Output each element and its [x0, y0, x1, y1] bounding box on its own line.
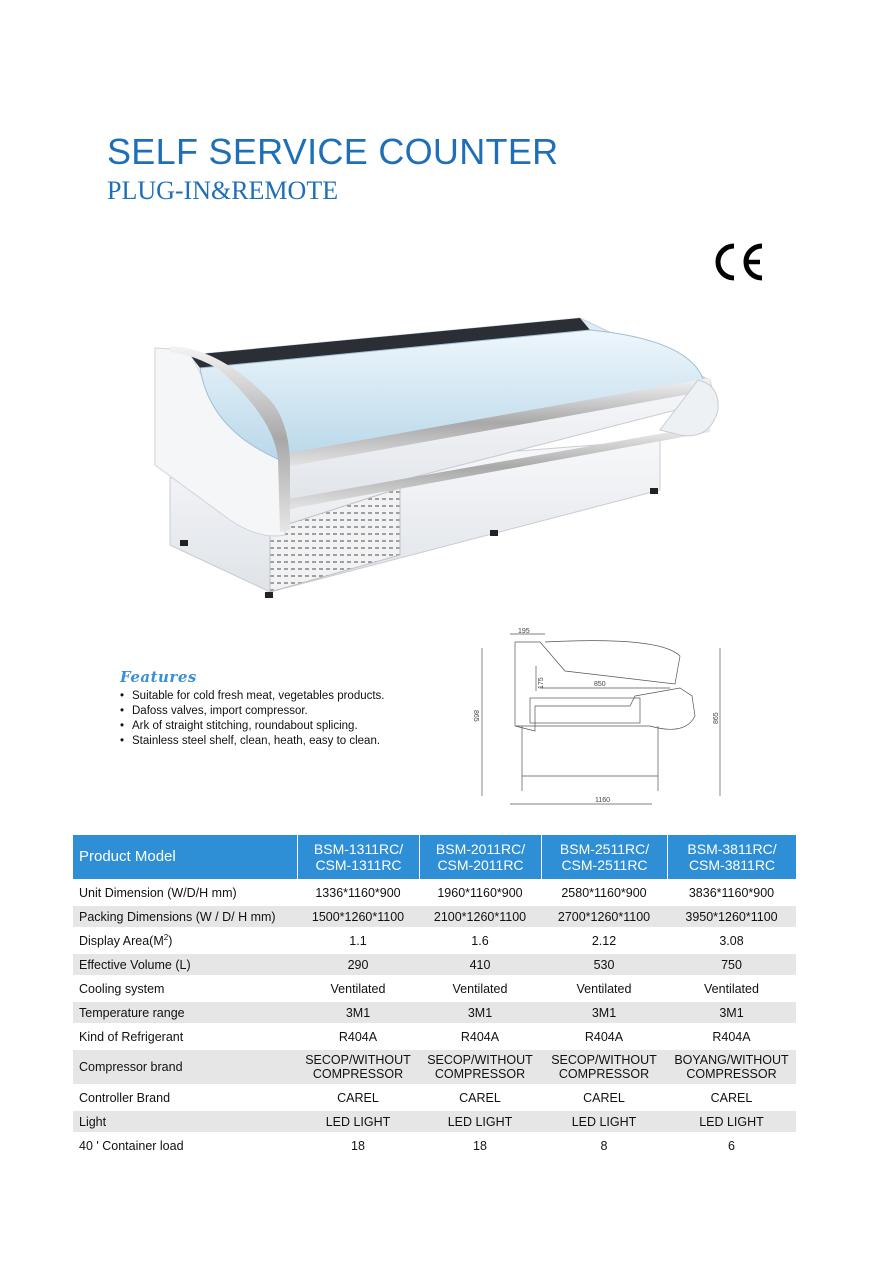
- table-cell: 750: [667, 954, 796, 975]
- table-cell: 6: [728, 1138, 735, 1153]
- page-subtitle: PLUG-IN&REMOTE: [107, 176, 339, 205]
- table-cell: CAREL: [583, 1090, 625, 1105]
- table-cell: 410: [419, 954, 541, 975]
- table-row: [73, 906, 796, 927]
- table-cell: Ventilated: [576, 981, 632, 996]
- row-label: Effective Volume (L): [73, 954, 297, 975]
- drawing-dim-depth: 850: [594, 681, 606, 688]
- feature-item: • Dafoss valves, import compressor.: [120, 704, 390, 719]
- table-cell: 290: [297, 954, 419, 975]
- table-cell: 3M1: [419, 1002, 541, 1023]
- table-cell: 1960*1160*900: [437, 885, 523, 900]
- table-cell: 3M1: [297, 1002, 419, 1023]
- ce-mark-icon: [710, 240, 766, 284]
- row-label: Cooling system: [79, 981, 165, 996]
- feature-item: • Ark of straight stitching, roundabout splicing.: [120, 719, 390, 734]
- row-label: 40 ' Container load: [79, 1138, 184, 1153]
- table-cell: CAREL: [459, 1090, 501, 1105]
- table-cell: 2100*1260*1100: [419, 906, 541, 927]
- table-cell: 1336*1160*900: [315, 885, 401, 900]
- page-title: SELF SERVICE COUNTER: [107, 131, 559, 172]
- header-model: BSM-2511RC/ CSM-2511RC: [541, 835, 667, 879]
- table-cell: R404A: [584, 1029, 624, 1044]
- table-cell: 18: [473, 1138, 487, 1153]
- table-cell: Ventilated: [330, 981, 386, 996]
- table-cell: LED LIGHT: [297, 1111, 419, 1132]
- table-cell: 3M1: [541, 1002, 667, 1023]
- table-cell: BOYANG/WITHOUT COMPRESSOR: [667, 1050, 796, 1084]
- table-cell: 2580*1160*900: [561, 885, 647, 900]
- row-label: Display $Area(M^2)$: [79, 932, 173, 948]
- table-cell: 8: [600, 1138, 608, 1153]
- row-label: Packing Dimensions (W / D/ H mm): [73, 906, 297, 927]
- features-title: Features: [120, 668, 197, 686]
- table-cell: Ventilated: [452, 981, 508, 996]
- product-image: [150, 300, 720, 612]
- table-row: [73, 1026, 796, 1047]
- table-cell: SECOP/WITHOUT COMPRESSOR: [419, 1050, 541, 1084]
- table-cell: SECOP/WITHOUT COMPRESSOR: [541, 1050, 667, 1084]
- drawing-dim-right-height: 865: [713, 712, 720, 724]
- technical-drawing: [470, 626, 732, 810]
- header-model: BSM-1311RC/ CSM-1311RC: [297, 835, 419, 879]
- table-row: [73, 882, 796, 903]
- table-cell: R404A: [460, 1029, 500, 1044]
- feature-item: • Suitable for cold fresh meat, vegetables products.: [120, 689, 390, 704]
- table-cell: 1.1: [349, 933, 367, 948]
- header-model: BSM-2011RC/ CSM-2011RC: [419, 835, 541, 879]
- table-row: [73, 1111, 796, 1132]
- table-cell: CAREL: [710, 1090, 753, 1105]
- table-row: [73, 1087, 796, 1108]
- drawing-dim-shelf: 175: [538, 677, 545, 689]
- table-cell: LED LIGHT: [667, 1111, 796, 1132]
- table-cell: CAREL: [337, 1090, 379, 1105]
- table-row: [73, 1002, 796, 1023]
- table-cell: SECOP/WITHOUT COMPRESSOR: [297, 1050, 419, 1084]
- table-cell: Ventilated: [704, 981, 759, 996]
- table-cell: 3M1: [667, 1002, 796, 1023]
- table-row: [73, 954, 796, 975]
- row-label: Controller Brand: [79, 1090, 171, 1105]
- drawing-dim-width: 1160: [595, 797, 611, 804]
- header-model: BSM-3811RC/ CSM-3811RC: [667, 835, 796, 879]
- table-cell: 2.12: [591, 933, 617, 948]
- table-cell: R404A: [338, 1029, 378, 1044]
- table-row: [73, 930, 796, 951]
- spec-table: [73, 832, 796, 1159]
- row-label: Kind of Refrigerant: [79, 1029, 184, 1044]
- table-header-row: [73, 835, 796, 879]
- feature-item: • Stainless steel shelf, clean, heath, easy to clean.: [120, 734, 390, 749]
- table-row: [73, 978, 796, 999]
- table-row: [73, 1135, 796, 1156]
- table-cell: LED LIGHT: [419, 1111, 541, 1132]
- features-list: [120, 689, 390, 749]
- table-row: [73, 1050, 796, 1084]
- header-product-model: Product Model: [73, 835, 297, 879]
- table-cell: 530: [541, 954, 667, 975]
- table-cell: 1.6: [471, 933, 489, 948]
- row-label: Light: [73, 1111, 297, 1132]
- table-cell: 3950*1260*1100: [667, 906, 796, 927]
- table-cell: 1500*1260*1100: [297, 906, 419, 927]
- table-cell: 3836*1160*900: [688, 885, 775, 900]
- row-label: Temperature range: [73, 1002, 297, 1023]
- table-cell: LED LIGHT: [541, 1111, 667, 1132]
- table-cell: 3.08: [719, 933, 744, 948]
- drawing-dim-left-height: 865: [472, 710, 479, 722]
- table-cell: R404A: [712, 1029, 751, 1044]
- table-cell: 2700*1260*1100: [541, 906, 667, 927]
- row-label: Unit Dimension (W/D/H mm): [79, 885, 237, 900]
- drawing-dim-top: 195: [518, 628, 530, 635]
- table-cell: 18: [351, 1138, 365, 1153]
- row-label: Compressor brand: [73, 1050, 297, 1084]
